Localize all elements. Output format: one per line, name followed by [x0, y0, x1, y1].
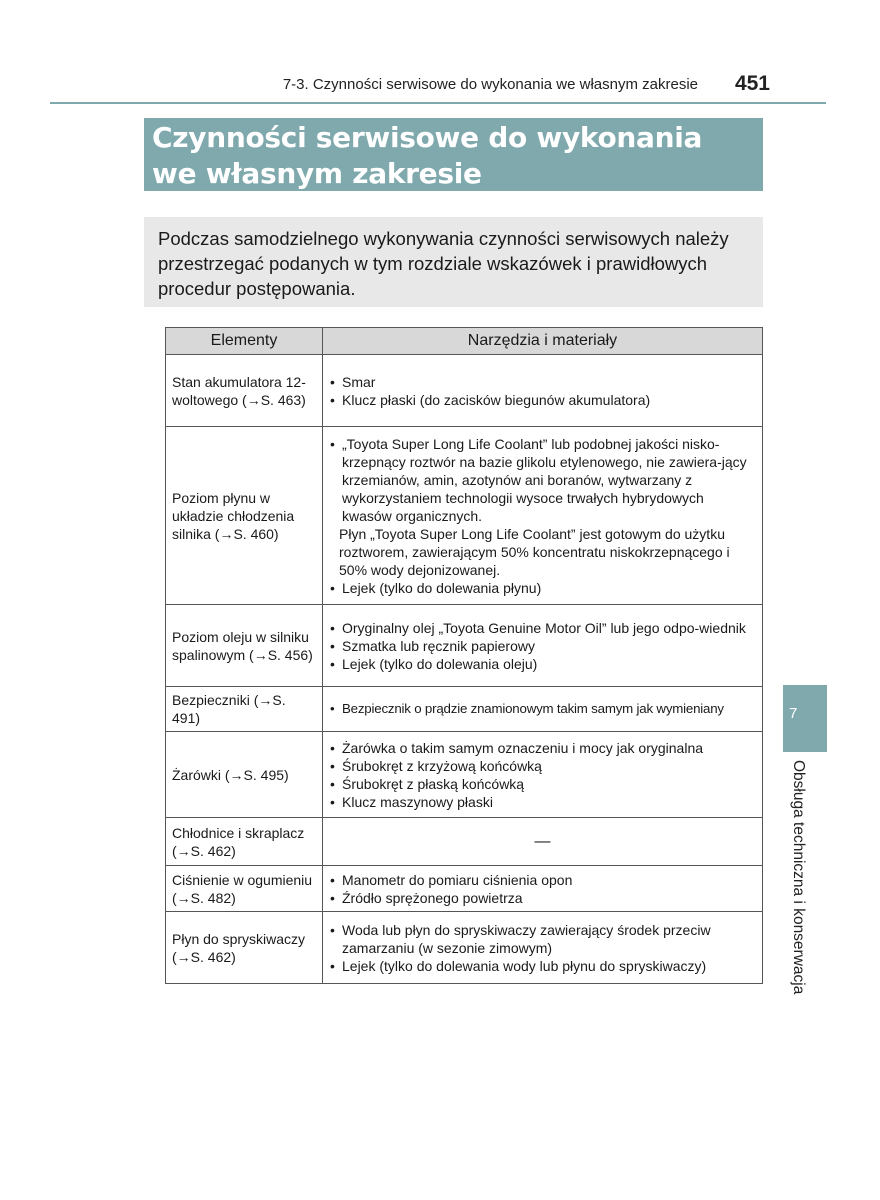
item-cell: Poziom oleju w silniku spalinowym (→S. 456): [166, 605, 323, 687]
list-item: • Manometr do pomiaru ciśnienia opon: [329, 871, 756, 889]
table-row: [166, 818, 763, 866]
item-cell: Bezpieczniki (→S. 491): [166, 687, 323, 732]
tools-cell: [323, 605, 763, 687]
running-header: [50, 70, 826, 104]
tools-list: [329, 700, 756, 718]
page-title-banner: [144, 118, 763, 191]
page-title: Czynności serwisowe do wykonania we własnym zakresie: [152, 121, 703, 190]
list-item: • „Toyota Super Long Life Coolant” lub podobnej jakości nisko-krzepnący roztwór na bazie glikolu etylenowego, nie zawiera-jący krzemianów, amin, azotynów ani boranów, wytwarzany z wykorzystaniem technologii wysoce trwałych hybrydowych kwasów organicznych.: [329, 435, 756, 525]
item-cell: Poziom płynu w układzie chłodzenia silnika (→S. 460): [166, 427, 323, 605]
list-item: • Oryginalny olej „Toyota Genuine Motor Oil” lub jego odpo-wiednik: [329, 619, 756, 637]
item-cell: Stan akumulatora 12-woltowego (→S. 463): [166, 355, 323, 427]
list-item: • Lejek (tylko do dolewania wody lub płynu do spryskiwaczy): [329, 957, 756, 975]
table-row: [166, 732, 763, 818]
list-item: • Klucz płaski (do zacisków biegunów akumulatora): [329, 391, 756, 409]
tools-list: [329, 435, 756, 597]
tools-list: [329, 373, 756, 409]
table-row: [166, 605, 763, 687]
header-section-title: 7-3. Czynności serwisowe do wykonania we własnym zakresie: [282, 76, 698, 93]
list-item: • Bezpiecznik o prądzie znamionowym takim samym jak wymieniany: [329, 700, 756, 718]
table-row: [166, 912, 763, 984]
list-item: • Śrubokręt z krzyżową końcówką: [329, 757, 756, 775]
intro-text: Podczas samodzielnego wykonywania czynności serwisowych należy przestrzegać podanych w tym rozdziale wskazówek i prawidłowych procedur postępowania.: [158, 228, 729, 299]
chapter-number: 7: [789, 705, 798, 722]
list-item: • Klucz maszynowy płaski: [329, 793, 756, 811]
items-table: [165, 327, 763, 984]
tools-cell: [323, 355, 763, 427]
tools-cell: [323, 687, 763, 732]
page-number: 451: [734, 72, 770, 95]
tools-cell-empty: —: [323, 818, 763, 866]
tools-cell: [323, 866, 763, 912]
table-header-row: [166, 328, 763, 355]
tools-list: [329, 921, 756, 975]
table-row: [166, 427, 763, 605]
tools-cell: [323, 427, 763, 605]
item-cell: Żarówki (→S. 495): [166, 732, 323, 818]
item-cell: Płyn do spryskiwaczy (→S. 462): [166, 912, 323, 984]
item-cell: Chłodnice i skraplacz (→S. 462): [166, 818, 323, 866]
chapter-tab: [783, 685, 827, 752]
list-item: • Lejek (tylko do dolewania płynu): [329, 579, 756, 597]
tools-list: [329, 871, 756, 907]
intro-box: [144, 217, 763, 307]
list-item: • Szmatka lub ręcznik papierowy: [329, 637, 756, 655]
chapter-label: Obsługa techniczna i konserwacja: [790, 760, 807, 995]
column-header-tools: Narzędzia i materiały: [323, 328, 763, 355]
list-item: • Lejek (tylko do dolewania oleju): [329, 655, 756, 673]
list-item: • Woda lub płyn do spryskiwaczy zawierający środek przeciw zamarzaniu (w sezonie zimowym): [329, 921, 756, 957]
tools-cell: [323, 732, 763, 818]
tools-list: [329, 739, 756, 811]
list-item: • Żarówka o takim samym oznaczeniu i mocy jak oryginalna: [329, 739, 756, 757]
table-row: [166, 355, 763, 427]
tools-cell: [323, 912, 763, 984]
table-row: [166, 687, 763, 732]
list-note: Płyn „Toyota Super Long Life Coolant” jest gotowym do użytku roztworem, zawierającym 50% koncentratu niskokrzepnącego i 50% wody dejonizowanej.: [339, 525, 730, 578]
list-item: • Smar: [329, 373, 756, 391]
list-item: • Śrubokręt z płaską końcówką: [329, 775, 756, 793]
item-cell: Ciśnienie w ogumieniu (→S. 482): [166, 866, 323, 912]
tools-list: [329, 619, 756, 673]
list-item: • Źródło sprężonego powietrza: [329, 889, 756, 907]
column-header-items: Elementy: [166, 328, 323, 355]
table-row: [166, 866, 763, 912]
